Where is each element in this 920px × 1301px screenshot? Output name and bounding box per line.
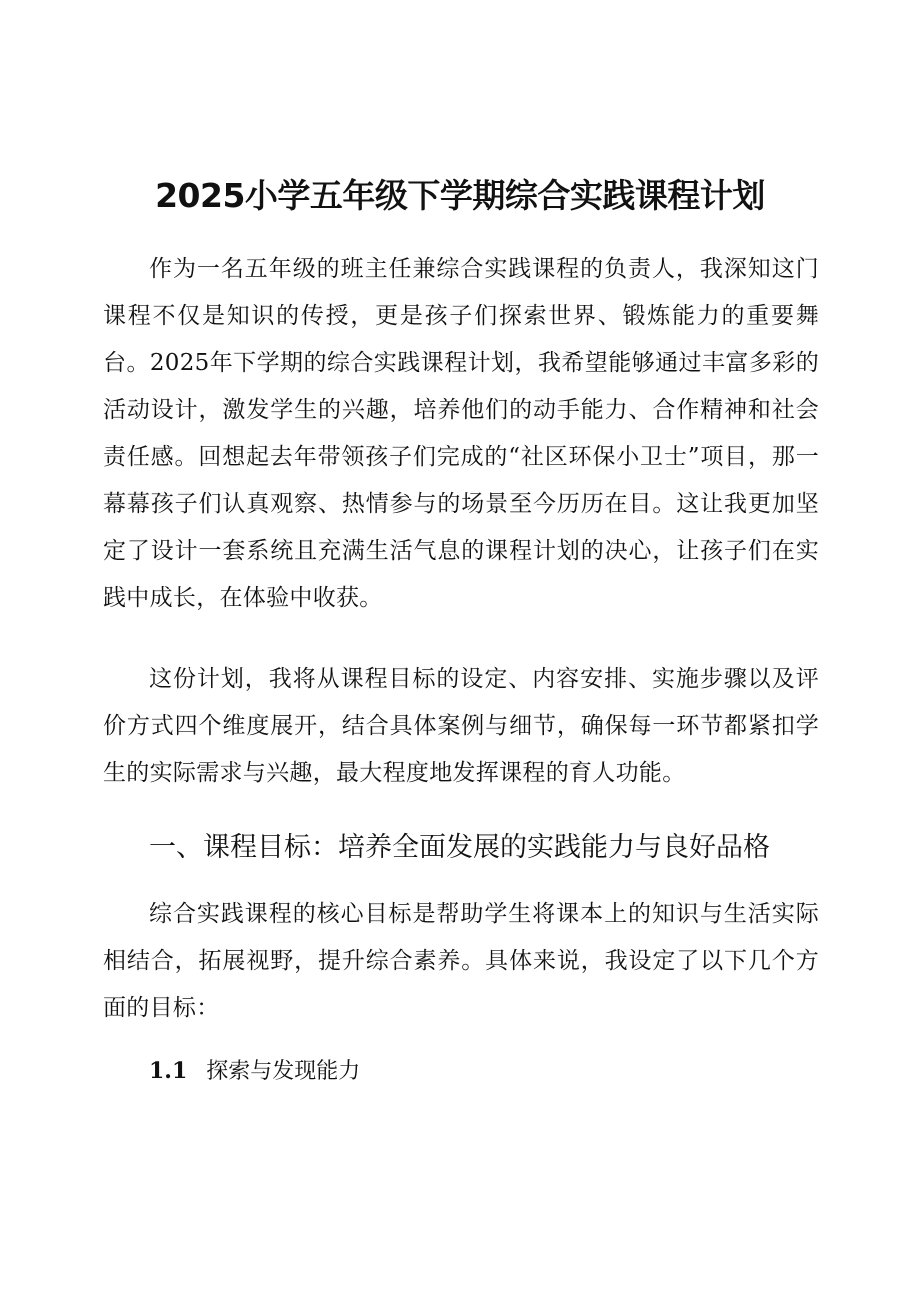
subsection-title: 探索与发现能力 [206, 1059, 361, 1084]
section-heading-course-goals: 一、课程目标：培养全面发展的实践能力与良好品格 [149, 832, 770, 863]
intro-paragraph: 作为一名五年级的班主任兼综合实践课程的负责人，我深知这门课程不仅是知识的传授，更是孩子们探索世界、锻炼能力的重要舞台。2025年下学期的综合实践课程计划，我希望能够通过丰富多彩的活动设计，激发学生的兴趣，培养他们的动手能力、合作精神和社会责任感。回想起去年带领孩子们完成的“社区环保小卫士”项目，那一幕幕孩子们认真观察、热情参与的场景至今历历在目。这让我更加坚定了设计一套系统且充满生活气息的课程计划的决心，让孩子们在实践中成长，在体验中收获。 [103, 256, 819, 611]
subsection-number: 1.1 [149, 1058, 188, 1084]
document-title: 2025小学五年级下学期综合实践课程计划 [155, 176, 765, 215]
course-goals-paragraph: 综合实践课程的核心目标是帮助学生将课本上的知识与生活实际相结合，拓展视野，提升综合素养。具体来说，我设定了以下几个方面的目标： [103, 901, 819, 1021]
plan-overview-paragraph: 这份计划，我将从课程目标的设定、内容安排、实施步骤以及评价方式四个维度展开，结合具体案例与细节，确保每一环节都紧扣学生的实际需求与兴趣，最大程度地发挥课程的育人功能。 [103, 666, 819, 786]
subsection-heading [149, 1054, 649, 1089]
